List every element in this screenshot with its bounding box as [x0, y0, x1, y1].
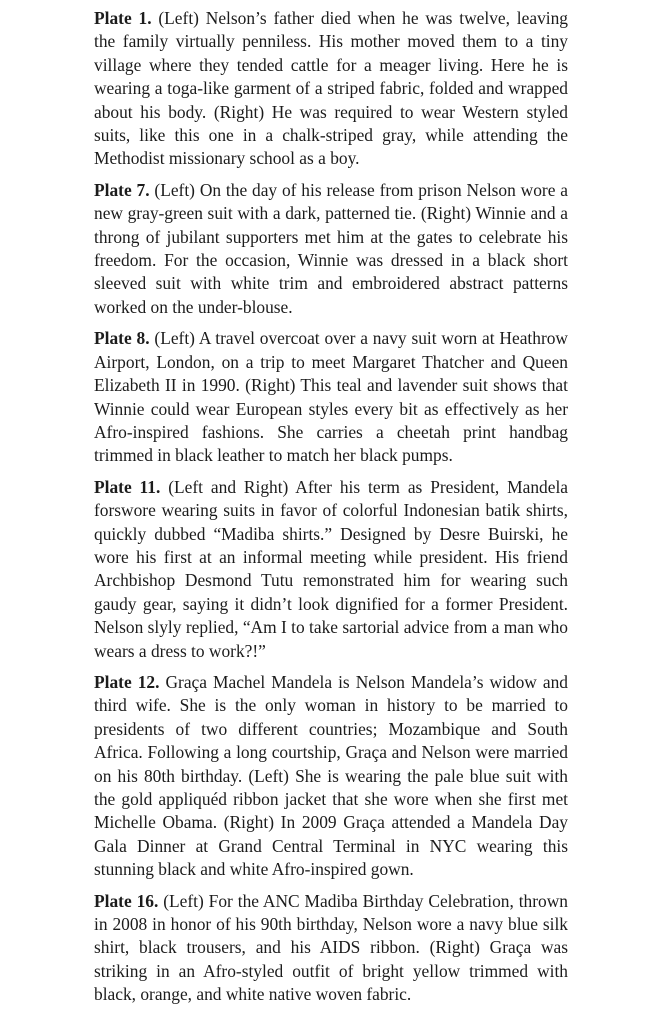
- plate-caption-11: [94, 476, 568, 663]
- plate-text: (Left and Right) After his term as President, Mandela forswore wearing suits in favor of colorful Indonesian batik shirts, quickly dubbed “Madiba shirts.” Designed by Desre Buirski, he wore his first at an informal meeting while president. His friend Archbishop Desmond Tutu remonstrated him for wearing such gaudy gear, saying it didn’t look dignified for a former President. Nelson slyly replied, “Am I to take sartorial advice from a man who wears a dress to work?!”: [94, 476, 568, 661]
- plate-label: Plate 8.: [94, 328, 150, 349]
- plate-caption-16: [94, 890, 568, 1007]
- plate-caption-8: [94, 327, 568, 467]
- caption-page: [94, 7, 568, 1015]
- plate-caption-7: [94, 179, 568, 319]
- plate-label: Plate 16.: [94, 890, 159, 911]
- plate-text: (Left) On the day of his release from prison Nelson wore a new gray-green suit with a dark, patterned tie. (Right) Winnie and a throng of jubilant supporters met him at the gates to celebrate his freedom. For the occasion, Winnie was dressed in a black short sleeved suit with white trim and embroidered abstract patterns worked on the under-blouse.: [94, 179, 568, 317]
- plate-caption-1: [94, 7, 568, 171]
- plate-text: Graça Machel Mandela is Nelson Mandela’s widow and third wife. She is the only woman in history to be married to presidents of two different countries; Mozambique and South Africa. Following a long courtship, Graça and Nelson were married on his 80th birthday. (Left) She is wearing the pale blue suit with the gold appliquéd ribbon jacket that she wore when she first met Michelle Obama. (Right) In 2009 Graça attended a Mandela Day Gala Dinner at Grand Central Terminal in NYC wearing this stunning black and white Afro-inspired gown.: [94, 671, 568, 880]
- plate-text: (Left) Nelson’s father died when he was twelve, leaving the family virtually penniless. His mother moved them to a tiny village where they tended cattle for a meager living. Here he is wearing a toga-like garment of a striped fabric, folded and wrapped about his body. (Right) He was required to wear Western styled suits, like this one in a chalk-striped gray, while attending the Methodist missionary school as a boy.: [94, 8, 568, 169]
- plate-text: (Left) For the ANC Madiba Birthday Celebration, thrown in 2008 in honor of his 90th birthday, Nelson wore a navy blue silk shirt, black trousers, and his AIDS ribbon. (Right) Graça was striking in an Afro-styled outfit of bright yellow trimmed with black, orange, and white native woven fabric.: [94, 890, 568, 1005]
- plate-caption-12: [94, 671, 568, 882]
- plate-label: Plate 1.: [94, 8, 152, 28]
- plate-label: Plate 11.: [94, 476, 161, 497]
- plate-label: Plate 7.: [94, 179, 150, 200]
- plate-label: Plate 12.: [94, 671, 160, 692]
- plate-text: (Left) A travel overcoat over a navy suit worn at Heathrow Airport, London, on a trip to meet Margaret Thatcher and Queen Elizabeth II in 1990. (Right) This teal and lavender suit shows that Winnie could wear European styles every bit as effectively as her Afro-inspired fashions. She carries a cheetah print handbag trimmed in black leather to match her black pumps.: [94, 328, 568, 466]
